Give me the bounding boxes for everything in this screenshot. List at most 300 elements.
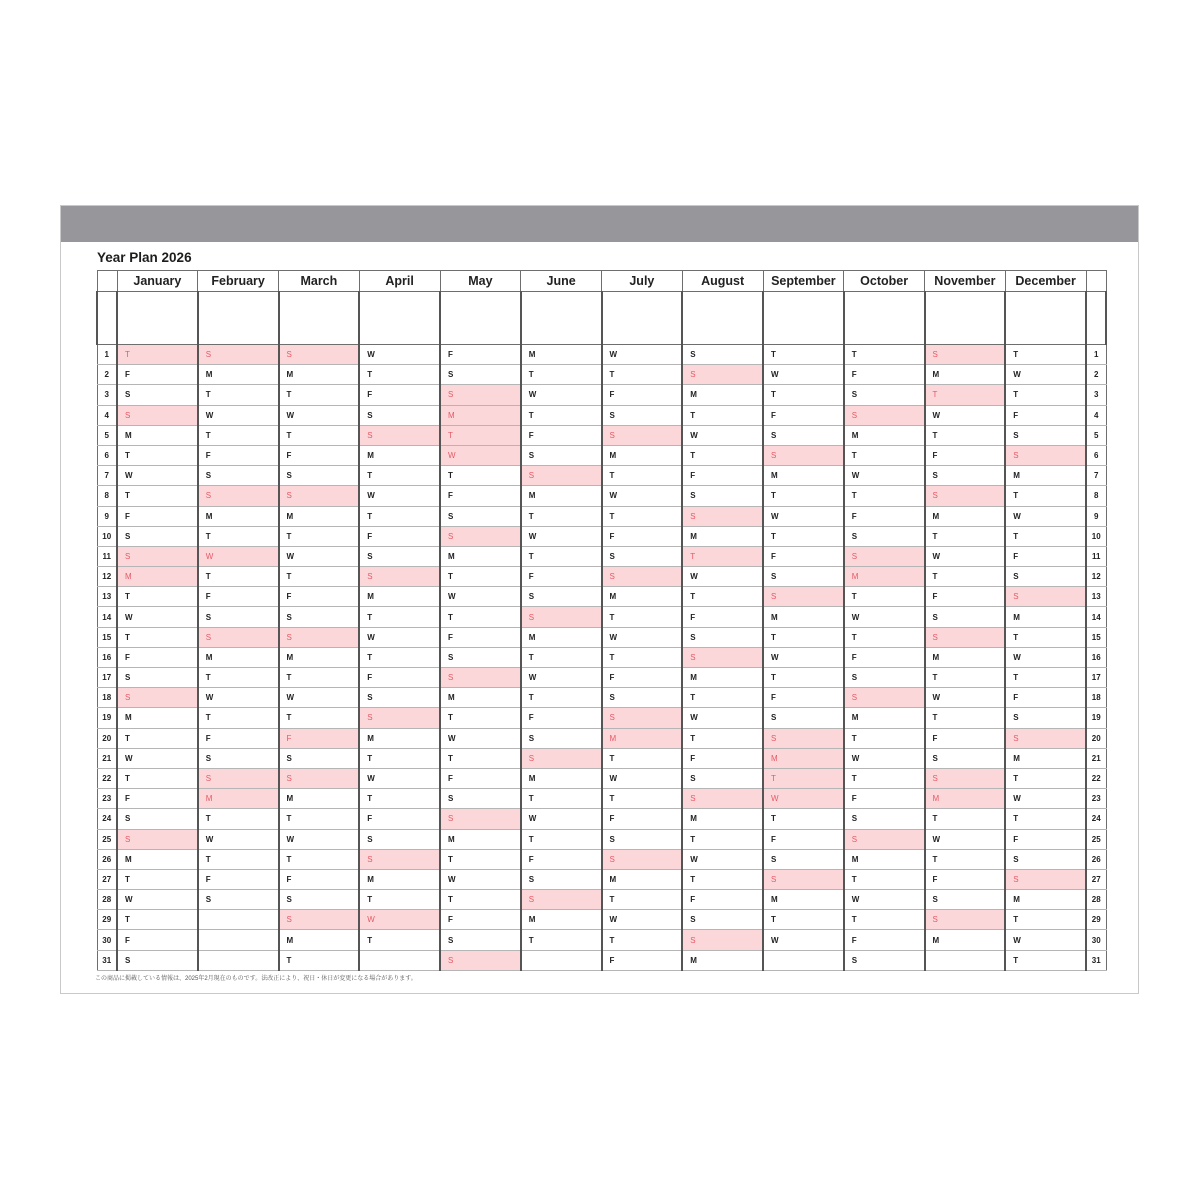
day-cell-june-9[interactable]: T (521, 506, 602, 526)
day-cell-june-23[interactable]: T (521, 789, 602, 809)
day-cell-october-21[interactable]: W (844, 748, 925, 768)
day-cell-april-4[interactable]: S (359, 405, 440, 425)
day-cell-may-25[interactable]: M (440, 829, 521, 849)
day-cell-august-2[interactable]: S (682, 365, 763, 385)
day-cell-october-19[interactable]: M (844, 708, 925, 728)
day-cell-september-18[interactable]: F (763, 688, 844, 708)
day-cell-august-24[interactable]: M (682, 809, 763, 829)
day-cell-december-24[interactable]: T (1005, 809, 1086, 829)
day-cell-january-21[interactable]: W (117, 748, 198, 768)
day-cell-july-25[interactable]: S (602, 829, 683, 849)
day-cell-october-24[interactable]: S (844, 809, 925, 829)
day-cell-december-7[interactable]: M (1005, 466, 1086, 486)
day-cell-august-6[interactable]: T (682, 445, 763, 465)
day-cell-october-7[interactable]: W (844, 466, 925, 486)
day-cell-january-13[interactable]: T (117, 587, 198, 607)
day-cell-june-7[interactable]: S (521, 466, 602, 486)
day-cell-march-30[interactable]: M (279, 930, 360, 950)
day-cell-june-17[interactable]: W (521, 668, 602, 688)
day-cell-may-10[interactable]: S (440, 526, 521, 546)
day-cell-january-3[interactable]: S (117, 385, 198, 405)
day-cell-october-20[interactable]: T (844, 728, 925, 748)
day-cell-november-26[interactable]: T (925, 849, 1006, 869)
day-cell-september-17[interactable]: T (763, 668, 844, 688)
day-cell-november-24[interactable]: T (925, 809, 1006, 829)
day-cell-june-4[interactable]: T (521, 405, 602, 425)
day-cell-february-4[interactable]: W (198, 405, 279, 425)
day-cell-january-17[interactable]: S (117, 668, 198, 688)
day-cell-june-30[interactable]: T (521, 930, 602, 950)
day-cell-july-10[interactable]: F (602, 526, 683, 546)
day-cell-may-6[interactable]: W (440, 445, 521, 465)
day-cell-november-9[interactable]: M (925, 506, 1006, 526)
day-cell-april-26[interactable]: S (359, 849, 440, 869)
day-cell-july-2[interactable]: T (602, 365, 683, 385)
day-cell-march-31[interactable]: T (279, 950, 360, 970)
day-cell-june-19[interactable]: F (521, 708, 602, 728)
day-cell-may-28[interactable]: T (440, 890, 521, 910)
notes-cell-september[interactable] (763, 292, 844, 345)
day-cell-december-5[interactable]: S (1005, 425, 1086, 445)
day-cell-november-21[interactable]: S (925, 748, 1006, 768)
day-cell-january-31[interactable]: S (117, 950, 198, 970)
day-cell-november-30[interactable]: M (925, 930, 1006, 950)
day-cell-june-11[interactable]: T (521, 546, 602, 566)
day-cell-january-14[interactable]: W (117, 607, 198, 627)
day-cell-april-20[interactable]: M (359, 728, 440, 748)
day-cell-february-27[interactable]: F (198, 869, 279, 889)
notes-cell-july[interactable] (602, 292, 683, 345)
day-cell-december-25[interactable]: F (1005, 829, 1086, 849)
day-cell-august-17[interactable]: M (682, 668, 763, 688)
day-cell-march-15[interactable]: S (279, 627, 360, 647)
day-cell-september-5[interactable]: S (763, 425, 844, 445)
day-cell-june-15[interactable]: M (521, 627, 602, 647)
day-cell-may-8[interactable]: F (440, 486, 521, 506)
day-cell-april-15[interactable]: W (359, 627, 440, 647)
day-cell-december-10[interactable]: T (1005, 526, 1086, 546)
day-cell-june-28[interactable]: S (521, 890, 602, 910)
day-cell-september-25[interactable]: F (763, 829, 844, 849)
day-cell-february-13[interactable]: F (198, 587, 279, 607)
day-cell-august-10[interactable]: M (682, 526, 763, 546)
day-cell-november-14[interactable]: S (925, 607, 1006, 627)
day-cell-january-7[interactable]: W (117, 466, 198, 486)
day-cell-august-15[interactable]: S (682, 627, 763, 647)
day-cell-september-16[interactable]: W (763, 647, 844, 667)
day-cell-july-19[interactable]: S (602, 708, 683, 728)
day-cell-january-11[interactable]: S (117, 546, 198, 566)
day-cell-july-11[interactable]: S (602, 546, 683, 566)
day-cell-november-22[interactable]: S (925, 768, 1006, 788)
day-cell-october-1[interactable]: T (844, 345, 925, 365)
day-cell-december-9[interactable]: W (1005, 506, 1086, 526)
day-cell-may-3[interactable]: S (440, 385, 521, 405)
day-cell-august-13[interactable]: T (682, 587, 763, 607)
day-cell-june-25[interactable]: T (521, 829, 602, 849)
day-cell-july-27[interactable]: M (602, 869, 683, 889)
day-cell-february-20[interactable]: F (198, 728, 279, 748)
notes-cell-june[interactable] (521, 292, 602, 345)
day-cell-january-29[interactable]: T (117, 910, 198, 930)
day-cell-july-18[interactable]: S (602, 688, 683, 708)
day-cell-august-9[interactable]: S (682, 506, 763, 526)
day-cell-july-22[interactable]: W (602, 768, 683, 788)
day-cell-july-7[interactable]: T (602, 466, 683, 486)
day-cell-august-16[interactable]: S (682, 647, 763, 667)
day-cell-november-25[interactable]: W (925, 829, 1006, 849)
day-cell-january-2[interactable]: F (117, 365, 198, 385)
day-cell-december-18[interactable]: F (1005, 688, 1086, 708)
day-cell-march-20[interactable]: F (279, 728, 360, 748)
day-cell-february-15[interactable]: S (198, 627, 279, 647)
day-cell-january-4[interactable]: S (117, 405, 198, 425)
day-cell-november-12[interactable]: T (925, 567, 1006, 587)
day-cell-may-7[interactable]: T (440, 466, 521, 486)
day-cell-february-21[interactable]: S (198, 748, 279, 768)
day-cell-march-19[interactable]: T (279, 708, 360, 728)
day-cell-september-6[interactable]: S (763, 445, 844, 465)
day-cell-december-29[interactable]: T (1005, 910, 1086, 930)
day-cell-october-15[interactable]: T (844, 627, 925, 647)
day-cell-september-10[interactable]: T (763, 526, 844, 546)
day-cell-december-14[interactable]: M (1005, 607, 1086, 627)
day-cell-march-12[interactable]: T (279, 567, 360, 587)
day-cell-december-22[interactable]: T (1005, 768, 1086, 788)
day-cell-december-30[interactable]: W (1005, 930, 1086, 950)
day-cell-april-16[interactable]: T (359, 647, 440, 667)
day-cell-april-5[interactable]: S (359, 425, 440, 445)
day-cell-november-4[interactable]: W (925, 405, 1006, 425)
day-cell-march-13[interactable]: F (279, 587, 360, 607)
day-cell-march-3[interactable]: T (279, 385, 360, 405)
notes-cell-february[interactable] (198, 292, 279, 345)
day-cell-august-1[interactable]: S (682, 345, 763, 365)
day-cell-august-31[interactable]: M (682, 950, 763, 970)
day-cell-february-9[interactable]: M (198, 506, 279, 526)
day-cell-december-19[interactable]: S (1005, 708, 1086, 728)
day-cell-january-25[interactable]: S (117, 829, 198, 849)
day-cell-december-1[interactable]: T (1005, 345, 1086, 365)
day-cell-may-11[interactable]: M (440, 546, 521, 566)
day-cell-may-12[interactable]: T (440, 567, 521, 587)
day-cell-february-7[interactable]: S (198, 466, 279, 486)
day-cell-june-14[interactable]: S (521, 607, 602, 627)
day-cell-march-22[interactable]: S (279, 768, 360, 788)
day-cell-october-4[interactable]: S (844, 405, 925, 425)
day-cell-october-10[interactable]: S (844, 526, 925, 546)
day-cell-september-7[interactable]: M (763, 466, 844, 486)
day-cell-october-17[interactable]: S (844, 668, 925, 688)
day-cell-june-29[interactable]: M (521, 910, 602, 930)
day-cell-december-27[interactable]: S (1005, 869, 1086, 889)
day-cell-june-6[interactable]: S (521, 445, 602, 465)
day-cell-april-1[interactable]: W (359, 345, 440, 365)
day-cell-october-25[interactable]: S (844, 829, 925, 849)
day-cell-november-23[interactable]: M (925, 789, 1006, 809)
day-cell-april-8[interactable]: W (359, 486, 440, 506)
day-cell-march-8[interactable]: S (279, 486, 360, 506)
day-cell-october-2[interactable]: F (844, 365, 925, 385)
day-cell-may-26[interactable]: T (440, 849, 521, 869)
day-cell-october-3[interactable]: S (844, 385, 925, 405)
day-cell-november-28[interactable]: S (925, 890, 1006, 910)
day-cell-august-26[interactable]: W (682, 849, 763, 869)
day-cell-march-17[interactable]: T (279, 668, 360, 688)
day-cell-august-30[interactable]: S (682, 930, 763, 950)
day-cell-october-9[interactable]: F (844, 506, 925, 526)
day-cell-december-16[interactable]: W (1005, 647, 1086, 667)
day-cell-december-13[interactable]: S (1005, 587, 1086, 607)
day-cell-april-2[interactable]: T (359, 365, 440, 385)
day-cell-april-14[interactable]: T (359, 607, 440, 627)
day-cell-september-23[interactable]: W (763, 789, 844, 809)
day-cell-february-11[interactable]: W (198, 546, 279, 566)
day-cell-september-30[interactable]: W (763, 930, 844, 950)
day-cell-february-24[interactable]: T (198, 809, 279, 829)
day-cell-august-18[interactable]: T (682, 688, 763, 708)
day-cell-december-23[interactable]: W (1005, 789, 1086, 809)
day-cell-december-11[interactable]: F (1005, 546, 1086, 566)
day-cell-september-22[interactable]: T (763, 768, 844, 788)
day-cell-december-26[interactable]: S (1005, 849, 1086, 869)
day-cell-august-29[interactable]: S (682, 910, 763, 930)
day-cell-september-19[interactable]: S (763, 708, 844, 728)
day-cell-april-30[interactable]: T (359, 930, 440, 950)
day-cell-april-9[interactable]: T (359, 506, 440, 526)
day-cell-may-5[interactable]: T (440, 425, 521, 445)
day-cell-october-14[interactable]: W (844, 607, 925, 627)
day-cell-september-24[interactable]: T (763, 809, 844, 829)
day-cell-june-8[interactable]: M (521, 486, 602, 506)
day-cell-may-15[interactable]: F (440, 627, 521, 647)
notes-cell-november[interactable] (925, 292, 1006, 345)
day-cell-october-8[interactable]: T (844, 486, 925, 506)
day-cell-november-15[interactable]: S (925, 627, 1006, 647)
day-cell-september-9[interactable]: W (763, 506, 844, 526)
day-cell-june-21[interactable]: S (521, 748, 602, 768)
day-cell-october-26[interactable]: M (844, 849, 925, 869)
day-cell-march-2[interactable]: M (279, 365, 360, 385)
day-cell-november-19[interactable]: T (925, 708, 1006, 728)
day-cell-october-28[interactable]: W (844, 890, 925, 910)
day-cell-april-12[interactable]: S (359, 567, 440, 587)
day-cell-may-17[interactable]: S (440, 668, 521, 688)
day-cell-august-12[interactable]: W (682, 567, 763, 587)
day-cell-april-17[interactable]: F (359, 668, 440, 688)
day-cell-december-8[interactable]: T (1005, 486, 1086, 506)
day-cell-november-8[interactable]: S (925, 486, 1006, 506)
day-cell-october-31[interactable]: S (844, 950, 925, 970)
day-cell-july-12[interactable]: S (602, 567, 683, 587)
day-cell-may-30[interactable]: S (440, 930, 521, 950)
day-cell-april-28[interactable]: T (359, 890, 440, 910)
day-cell-april-25[interactable]: S (359, 829, 440, 849)
day-cell-march-18[interactable]: W (279, 688, 360, 708)
day-cell-may-1[interactable]: F (440, 345, 521, 365)
day-cell-october-11[interactable]: S (844, 546, 925, 566)
day-cell-february-22[interactable]: S (198, 768, 279, 788)
day-cell-september-13[interactable]: S (763, 587, 844, 607)
day-cell-november-7[interactable]: S (925, 466, 1006, 486)
day-cell-march-24[interactable]: T (279, 809, 360, 829)
day-cell-march-4[interactable]: W (279, 405, 360, 425)
day-cell-april-6[interactable]: M (359, 445, 440, 465)
day-cell-may-14[interactable]: T (440, 607, 521, 627)
day-cell-november-5[interactable]: T (925, 425, 1006, 445)
day-cell-july-31[interactable]: F (602, 950, 683, 970)
day-cell-march-9[interactable]: M (279, 506, 360, 526)
day-cell-january-28[interactable]: W (117, 890, 198, 910)
day-cell-september-3[interactable]: T (763, 385, 844, 405)
day-cell-july-26[interactable]: S (602, 849, 683, 869)
day-cell-may-23[interactable]: S (440, 789, 521, 809)
day-cell-august-23[interactable]: S (682, 789, 763, 809)
day-cell-february-10[interactable]: T (198, 526, 279, 546)
day-cell-december-17[interactable]: T (1005, 668, 1086, 688)
day-cell-may-27[interactable]: W (440, 869, 521, 889)
day-cell-september-11[interactable]: F (763, 546, 844, 566)
day-cell-february-6[interactable]: F (198, 445, 279, 465)
day-cell-january-30[interactable]: F (117, 930, 198, 950)
day-cell-november-6[interactable]: F (925, 445, 1006, 465)
day-cell-december-21[interactable]: M (1005, 748, 1086, 768)
day-cell-september-20[interactable]: S (763, 728, 844, 748)
day-cell-july-3[interactable]: F (602, 385, 683, 405)
day-cell-august-4[interactable]: T (682, 405, 763, 425)
day-cell-may-20[interactable]: W (440, 728, 521, 748)
day-cell-june-24[interactable]: W (521, 809, 602, 829)
day-cell-july-17[interactable]: F (602, 668, 683, 688)
day-cell-february-25[interactable]: W (198, 829, 279, 849)
day-cell-april-18[interactable]: S (359, 688, 440, 708)
day-cell-april-10[interactable]: F (359, 526, 440, 546)
day-cell-july-15[interactable]: W (602, 627, 683, 647)
notes-cell-august[interactable] (682, 292, 763, 345)
day-cell-july-4[interactable]: S (602, 405, 683, 425)
day-cell-march-11[interactable]: W (279, 546, 360, 566)
day-cell-august-14[interactable]: F (682, 607, 763, 627)
day-cell-may-31[interactable]: S (440, 950, 521, 970)
day-cell-march-14[interactable]: S (279, 607, 360, 627)
day-cell-february-16[interactable]: M (198, 647, 279, 667)
day-cell-march-28[interactable]: S (279, 890, 360, 910)
day-cell-may-24[interactable]: S (440, 809, 521, 829)
day-cell-october-5[interactable]: M (844, 425, 925, 445)
day-cell-february-19[interactable]: T (198, 708, 279, 728)
day-cell-october-12[interactable]: M (844, 567, 925, 587)
day-cell-march-25[interactable]: W (279, 829, 360, 849)
day-cell-december-4[interactable]: F (1005, 405, 1086, 425)
day-cell-december-20[interactable]: S (1005, 728, 1086, 748)
day-cell-january-6[interactable]: T (117, 445, 198, 465)
notes-cell-october[interactable] (844, 292, 925, 345)
notes-cell-march[interactable] (279, 292, 360, 345)
day-cell-august-8[interactable]: S (682, 486, 763, 506)
day-cell-june-2[interactable]: T (521, 365, 602, 385)
day-cell-june-10[interactable]: W (521, 526, 602, 546)
day-cell-february-1[interactable]: S (198, 345, 279, 365)
day-cell-january-26[interactable]: M (117, 849, 198, 869)
day-cell-july-9[interactable]: T (602, 506, 683, 526)
day-cell-february-12[interactable]: T (198, 567, 279, 587)
day-cell-october-30[interactable]: F (844, 930, 925, 950)
day-cell-march-5[interactable]: T (279, 425, 360, 445)
day-cell-may-19[interactable]: T (440, 708, 521, 728)
day-cell-october-29[interactable]: T (844, 910, 925, 930)
day-cell-july-24[interactable]: F (602, 809, 683, 829)
day-cell-september-2[interactable]: W (763, 365, 844, 385)
day-cell-april-22[interactable]: W (359, 768, 440, 788)
day-cell-june-16[interactable]: T (521, 647, 602, 667)
day-cell-july-21[interactable]: T (602, 748, 683, 768)
day-cell-august-27[interactable]: T (682, 869, 763, 889)
day-cell-february-2[interactable]: M (198, 365, 279, 385)
day-cell-january-18[interactable]: S (117, 688, 198, 708)
day-cell-may-22[interactable]: F (440, 768, 521, 788)
day-cell-may-18[interactable]: M (440, 688, 521, 708)
day-cell-june-20[interactable]: S (521, 728, 602, 748)
day-cell-august-25[interactable]: T (682, 829, 763, 849)
day-cell-march-10[interactable]: T (279, 526, 360, 546)
day-cell-january-24[interactable]: S (117, 809, 198, 829)
day-cell-january-12[interactable]: M (117, 567, 198, 587)
day-cell-june-27[interactable]: S (521, 869, 602, 889)
day-cell-september-27[interactable]: S (763, 869, 844, 889)
day-cell-february-14[interactable]: S (198, 607, 279, 627)
day-cell-july-16[interactable]: T (602, 647, 683, 667)
day-cell-april-23[interactable]: T (359, 789, 440, 809)
day-cell-april-29[interactable]: W (359, 910, 440, 930)
day-cell-may-16[interactable]: S (440, 647, 521, 667)
day-cell-may-21[interactable]: T (440, 748, 521, 768)
day-cell-march-7[interactable]: S (279, 466, 360, 486)
day-cell-september-21[interactable]: M (763, 748, 844, 768)
day-cell-january-10[interactable]: S (117, 526, 198, 546)
day-cell-august-7[interactable]: F (682, 466, 763, 486)
day-cell-august-21[interactable]: F (682, 748, 763, 768)
day-cell-april-24[interactable]: F (359, 809, 440, 829)
day-cell-july-28[interactable]: T (602, 890, 683, 910)
day-cell-october-16[interactable]: F (844, 647, 925, 667)
day-cell-december-12[interactable]: S (1005, 567, 1086, 587)
day-cell-november-2[interactable]: M (925, 365, 1006, 385)
notes-cell-april[interactable] (359, 292, 440, 345)
day-cell-june-3[interactable]: W (521, 385, 602, 405)
day-cell-november-18[interactable]: W (925, 688, 1006, 708)
day-cell-april-19[interactable]: S (359, 708, 440, 728)
day-cell-june-13[interactable]: S (521, 587, 602, 607)
day-cell-january-22[interactable]: T (117, 768, 198, 788)
day-cell-april-3[interactable]: F (359, 385, 440, 405)
day-cell-march-27[interactable]: F (279, 869, 360, 889)
day-cell-september-28[interactable]: M (763, 890, 844, 910)
day-cell-january-23[interactable]: F (117, 789, 198, 809)
day-cell-september-1[interactable]: T (763, 345, 844, 365)
day-cell-december-28[interactable]: M (1005, 890, 1086, 910)
day-cell-august-22[interactable]: S (682, 768, 763, 788)
day-cell-march-1[interactable]: S (279, 345, 360, 365)
day-cell-january-15[interactable]: T (117, 627, 198, 647)
day-cell-april-21[interactable]: T (359, 748, 440, 768)
day-cell-february-3[interactable]: T (198, 385, 279, 405)
day-cell-july-5[interactable]: S (602, 425, 683, 445)
day-cell-october-6[interactable]: T (844, 445, 925, 465)
day-cell-july-6[interactable]: M (602, 445, 683, 465)
day-cell-may-9[interactable]: S (440, 506, 521, 526)
day-cell-march-21[interactable]: S (279, 748, 360, 768)
notes-cell-may[interactable] (440, 292, 521, 345)
